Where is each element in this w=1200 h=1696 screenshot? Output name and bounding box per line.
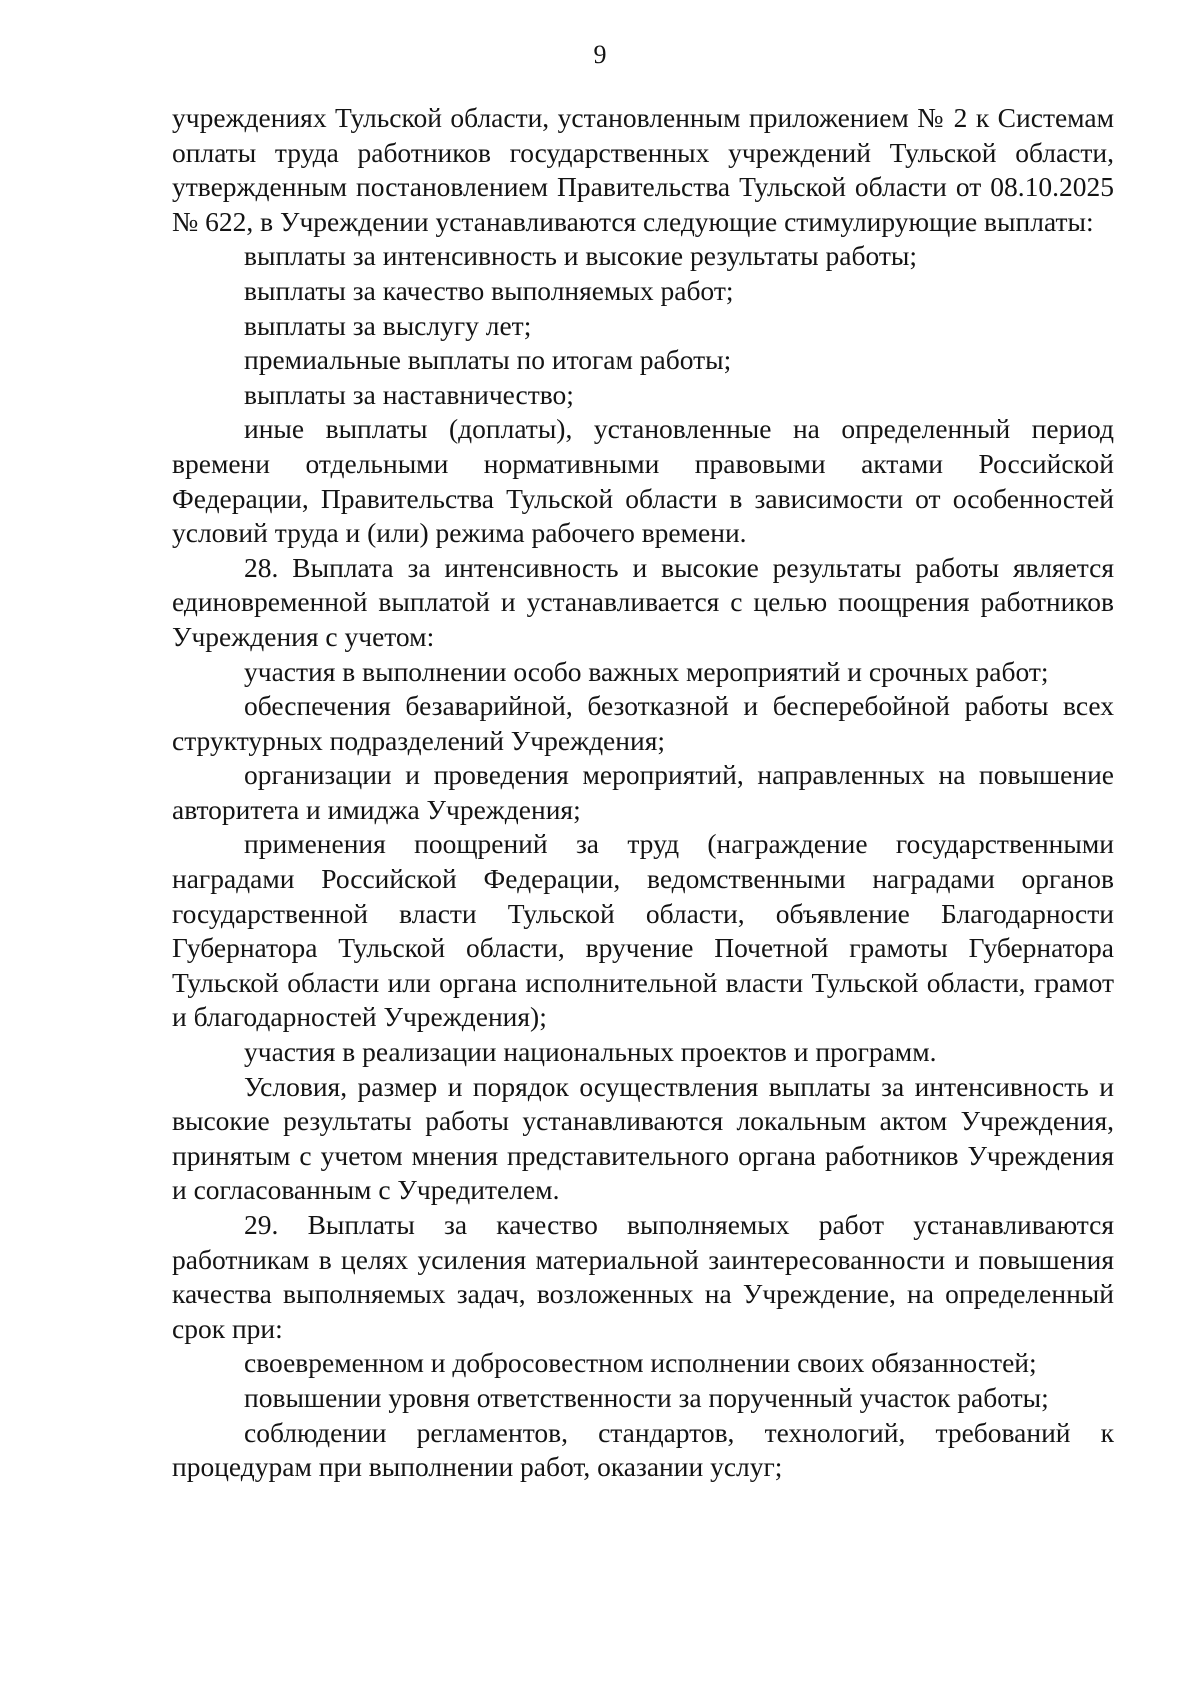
paragraph-intro-continuation: учреждениях Тульской области, установленным приложением № 2 к Системам оплаты труда работников государственных учреждений Тульской области, утвержденным постановлением Правительства Тульской области от 08.10.2025 № 622, в Учреждении устанавливаются следующие стимулирующие выплаты: [172,102,1114,237]
clause-28: 28. Выплата за интенсивность и высокие результаты работы является единовременной выплатой и устанавливается с целью поощрения работников Учреждения с учетом: [172,551,1114,652]
list-item-regulations: соблюдении регламентов, стандартов, технологий, требований к процедурам при выполнении работ, оказании услуг; [172,1416,1114,1483]
document-body [172,101,1114,1485]
list-item-intensity-payments: выплаты за интенсивность и высокие результаты работы; [244,240,917,272]
list-item-important-events: участия в выполнении особо важных мероприятий и срочных работ; [244,655,1049,687]
list-item-mentoring-payments: выплаты за наставничество; [244,378,574,410]
paragraph-conditions: Условия, размер и порядок осуществления выплаты за интенсивность и высокие результаты работы устанавливаются локальным актом Учреждения, принятым с учетом мнения представительного органа работников Учреждения и согласованным с Учредителем. [172,1070,1114,1206]
list-item-bonus-payments: премиальные выплаты по итогам работы; [244,344,732,376]
list-item-timely-duties: своевременном и добросовестном исполнении своих обязанностей; [244,1347,1037,1379]
list-item-awards: применения поощрений за труд (награждение государственными наградами Российской Федерации, ведомственными наградами органов государственной власти Тульской области, объявление Благодарности Губернатора Тульской области, вручение Почетной грамоты Губернатора Тульской области или органа исполнительной власти Тульской области, грамот и благодарностей Учреждения); [172,828,1114,1033]
list-item-responsibility: повышении уровня ответственности за порученный участок работы; [244,1381,1049,1413]
list-item-image-events: организации и проведения мероприятий, направленных на повышение авторитета и имиджа Учреждения; [172,759,1114,825]
clause-29: 29. Выплаты за качество выполняемых работ устанавливаются работникам в целях усиления материальной заинтересованности и повышения качества выполняемых задач, возложенных на Учреждение, на определенный срок при: [172,1209,1114,1344]
list-item-quality-payments: выплаты за качество выполняемых работ; [244,274,734,306]
page-number: 9 [593,40,607,69]
list-item-uninterrupted-work: обеспечения безаварийной, безотказной и бесперебойной работы всех структурных подразделений Учреждения; [172,690,1114,756]
list-item-other-payments: иные выплаты (доплаты), установленные на определенный период времени отдельными нормативными правовыми актами Российской Федерации, Правительства Тульской области в зависимости от особенностей условий труда и (или) режима рабочего времени. [172,413,1114,549]
list-item-seniority-payments: выплаты за выслугу лет; [244,309,532,341]
list-item-national-projects: участия в реализации национальных проектов и программ. [244,1036,937,1068]
